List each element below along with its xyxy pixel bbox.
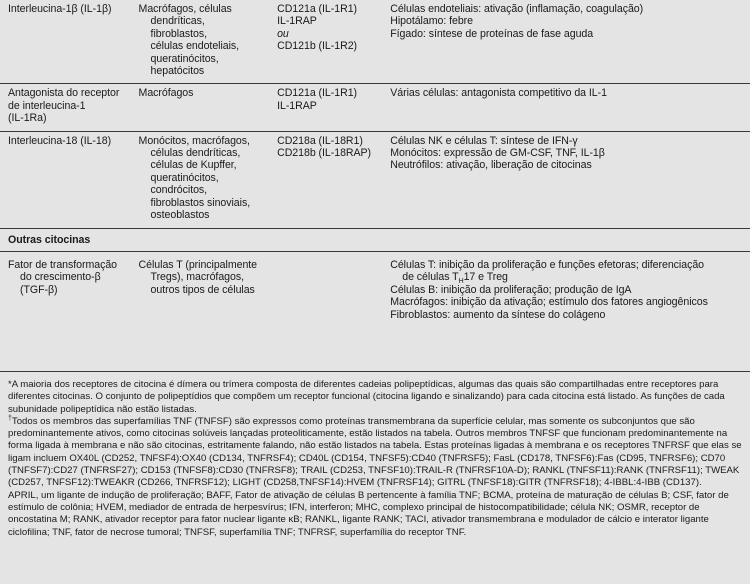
dagger-mark: † xyxy=(8,414,12,422)
source-line: fibroblastos, xyxy=(150,27,208,40)
table-row xyxy=(0,84,750,131)
source-line: outros tipos de células xyxy=(150,283,255,296)
source-line: queratinócitos, xyxy=(150,171,219,184)
source-line: células endoteliais, xyxy=(150,40,240,53)
action-line: Várias células: antagonista competitivo da IL-1 xyxy=(390,87,607,100)
table-row xyxy=(0,131,750,228)
action-text: 17 e Treg xyxy=(463,271,508,284)
receptor-line: IL-1RAP xyxy=(277,99,317,112)
cytokine-name-text: Interleucina-18 (IL-18) xyxy=(8,134,112,147)
cytokine-name xyxy=(0,251,139,324)
source-line: Tregs), macrófagos, xyxy=(150,271,244,284)
receptor-line: CD121a (IL-1R1) xyxy=(277,87,358,100)
action-text: de células T xyxy=(402,271,459,284)
receptor-line: CD121a (IL-1R1) xyxy=(277,3,358,15)
actions xyxy=(390,84,750,131)
source-line: fibroblastos sinoviais, xyxy=(150,196,251,209)
cytokine-name xyxy=(0,0,139,84)
source-line: osteoblastos xyxy=(150,209,210,222)
source-line: dendríticas, xyxy=(150,15,205,28)
action-line: Células B: inibição da proliferação; produção de IgA xyxy=(390,283,632,296)
cell-sources xyxy=(139,131,278,228)
action-line: Fígado: síntese de proteínas de fase aguda xyxy=(390,27,594,40)
section-title: Outras citocinas xyxy=(0,228,750,251)
source-line: Macrófagos, células xyxy=(138,3,232,15)
table-row xyxy=(0,0,750,84)
receptors xyxy=(277,131,390,228)
action-line: Neutrófilos: ativação, liberação de citocinas xyxy=(390,159,592,172)
table-footnotes xyxy=(0,371,750,539)
action-line: Monócitos: expressão de GM-CSF, TNF, IL-1β xyxy=(390,147,605,160)
action-line: Células endoteliais: ativação (inflamação, coagulação) xyxy=(390,3,644,15)
footnote-receptors: *A maioria dos receptores de citocina é dímera ou trímera composta de diferentes cadeias polipeptídicas, algumas das quais são compartilhadas entre receptores para diferentes citocinas. O conjunto de polipeptídios que compõem um receptor funcional (citocina ligando e sinalizando) para cada citocina está listado. As funções de cada subunidade polipeptídica não estão listadas. xyxy=(8,379,725,415)
cytokine-name-text: (TGF-β) xyxy=(20,283,58,296)
actions xyxy=(390,131,750,228)
cytokine-name xyxy=(0,131,139,228)
cytokine-name-text: (IL-1Ra) xyxy=(8,112,47,125)
receptors xyxy=(277,251,390,324)
source-line: células dendríticas, xyxy=(150,147,241,160)
cytokine-name-text: Antagonista do receptor xyxy=(8,87,120,100)
action-line: Fibroblastos: aumento da síntese do colágeno xyxy=(390,308,606,321)
cytokine-name-text: de interleucina-1 xyxy=(8,99,86,112)
receptor-line: CD121b (IL-1R2) xyxy=(277,40,358,53)
footnote-tnf xyxy=(8,416,744,490)
cell-sources xyxy=(139,251,278,324)
action-line xyxy=(390,271,746,286)
action-line: Células NK e células T: síntese de IFN-γ xyxy=(390,134,578,147)
action-line: Hipotálamo: febre xyxy=(390,15,474,28)
receptor-or: ou xyxy=(277,27,289,40)
actions xyxy=(390,0,750,84)
action-line: Macrófagos: inibição da ativação; estímulo dos fatores angiogênicos xyxy=(390,296,708,309)
subscript: H xyxy=(458,278,464,286)
footnote-text: Todos os membros das superfamílias TNF (TNFSF) são expressos como proteínas transmembrana da superfície celular, mas somente os subconjuntos que são predominantemente ativos, como citocinas solúveis lançadas proteoliticamente, estão listados na tabela. Outros membros TNFSF que funcionam predominantemente na forma ligada à membrana e não são citocinas, estritamente falando, não estão listados na tabela. Estas proteínas ligadas à membrana e os receptores TNFRSF que elas se ligam incluem OX40L (CD252, TNFSF4):OX40 (CD134, TNFRSF4); CD40L (CD154, TNFSF5):CD40 (TNFRSF5); FasL (CD178, TNFSF6):Fas (CD95, TNFRSF6); CD70 (TNFSF7):CD27 (TNFRSF27); CD153 (TNFSF8):CD30 (TNFRSF8); TRAIL (CD253, TNFSF10):TRAIL-R (TNFRSF10A-D); RANKL (TNFSF11):RANK (TNFRSF11); TWEAK (CD257, TNFSF12):TWEAKR (CD266, TNFRSF12); LIGHT (CD258,TNFSF14):HVEM (TNFRSF14); GITRL (TNFSF18):GITR (TNFRSF18); 4-IBBL:4-IBB (CD137). xyxy=(8,415,742,489)
receptors xyxy=(277,0,390,84)
source-line: células de Kupffer, xyxy=(150,159,237,172)
section-row xyxy=(0,228,750,251)
source-line: Monócitos, macrófagos, xyxy=(138,134,250,147)
footnote-abbreviations: APRIL, um ligante de indução de proliferação; BAFF, Fator de ativação de células B pertencente à família TNF; BCMA, proteína de maturação de células B; CSF, fator de estímulo de colônia; HVEM, mediador de entrada de herpesvírus; IFN, interferon; MHC, complexo principal de histocompatibilidade; célula NK; OSMR, receptor de oncostatina M; RANK, ativador receptor para fator nuclear ligante κB; RANKL, ligante RANK; TACI, ativador transmembrana e modulador de cálcio e interator ligante ciclofilina; TNF, fator de necrose tumoral; TNFSF, superfamília TNF; TNFRSF, superfamília do receptor TNF. xyxy=(8,489,729,538)
action-line: Células T: inibição da proliferação e funções efetoras; diferenciação xyxy=(390,258,705,271)
source-line: hepatócitos xyxy=(150,65,205,78)
table-row xyxy=(0,251,750,324)
cell-sources xyxy=(139,84,278,131)
source-line: Células T (principalmente xyxy=(138,258,258,271)
cytokine-name-text: Interleucina-1β (IL-1β) xyxy=(8,3,112,15)
receptor-line: CD218a (IL-18R1) xyxy=(277,134,363,147)
source-line: condrócitos, xyxy=(150,184,208,197)
cytokine-name-text: do crescimento-β xyxy=(20,271,101,284)
receptor-line: CD218b (IL-18RAP) xyxy=(277,147,372,160)
cytokine-name xyxy=(0,84,139,131)
cell-sources xyxy=(139,0,278,84)
source-line: queratinócitos, xyxy=(150,52,219,65)
actions xyxy=(390,251,750,324)
source-line: Macrófagos xyxy=(138,87,194,100)
cytokine-name-text: Fator de transformação xyxy=(8,258,118,271)
receptors xyxy=(277,84,390,131)
receptor-line: IL-1RAP xyxy=(277,15,317,28)
